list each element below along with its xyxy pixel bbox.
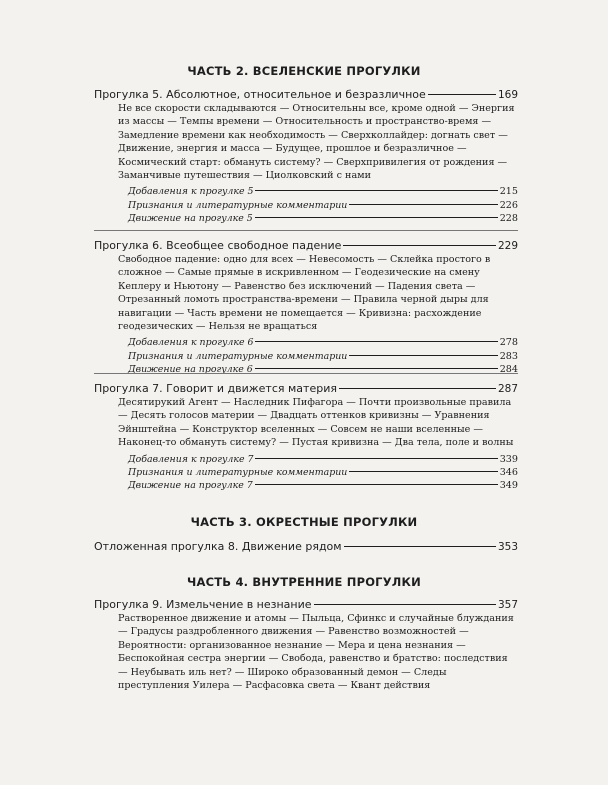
sub-entry[interactable] bbox=[128, 336, 518, 349]
toc-chapter-6[interactable] bbox=[94, 239, 518, 376]
chapter-topics: Свободное падение: одно для всех — Невесомость — Склейка простого в сложное — Самые прямые в искривленном — Геодезические на смену Кеплеру и Ньютону — Равенство без исключений — Падения света — Отрезанный ломоть пространства-времени — Правила черной дыры для навигации — Часть времени не помещается — Кривизна: расхождение геодезических — Нельзя не вращаться bbox=[118, 254, 491, 333]
chapter-title: Отложенная прогулка 8. Движение рядом bbox=[94, 540, 342, 553]
leader-dots bbox=[428, 94, 496, 95]
leader-dots bbox=[255, 458, 497, 459]
toc-chapter-7[interactable] bbox=[94, 382, 518, 492]
chapter-topics: Десятирукий Агент — Наследник Пифагора — Почти произвольные правила — Десять голосов материи — Двадцать оттенков кривизны — Уравнения Эйнштейна — Конструктор вселенных — Совсем не наши вселенные — Наконец-то обмануть систему? — Пустая кривизна — Два тела, поле и волны bbox=[118, 397, 514, 449]
leader-dots bbox=[255, 217, 498, 218]
part-2-title: ЧАСТЬ 2. ВСЕЛЕНСКИЕ ПРОГУЛКИ bbox=[187, 64, 421, 78]
chapter-heading bbox=[94, 540, 518, 554]
leader-dots bbox=[314, 604, 496, 605]
leader-dots bbox=[349, 355, 497, 356]
sub-entry[interactable] bbox=[128, 350, 518, 363]
sub-entry-label: Признания и литературные комментарии bbox=[128, 466, 348, 478]
page-number: 287 bbox=[497, 383, 518, 395]
toc-chapter-8[interactable] bbox=[94, 540, 518, 554]
sub-entry-label: Признания и литературные комментарии bbox=[128, 350, 348, 362]
page-number: 357 bbox=[497, 599, 518, 611]
page-number: 169 bbox=[497, 89, 518, 101]
sub-entry-label: Добавления к прогулке 5 bbox=[128, 186, 254, 198]
page-number: 346 bbox=[499, 466, 518, 478]
sub-entry-label: Добавления к прогулке 7 bbox=[128, 453, 254, 465]
sub-entry[interactable] bbox=[128, 199, 518, 212]
leader-dots bbox=[343, 245, 496, 246]
leader-dots bbox=[349, 204, 497, 205]
sub-entry-label: Движение на прогулке 6 bbox=[128, 363, 253, 375]
sub-entry[interactable] bbox=[128, 479, 518, 492]
page-number: 339 bbox=[499, 453, 518, 465]
chapter-heading bbox=[94, 382, 518, 396]
sub-entry[interactable] bbox=[128, 453, 518, 466]
leader-dots bbox=[349, 471, 497, 472]
part-3-title: ЧАСТЬ 3. ОКРЕСТНЫЕ ПРОГУЛКИ bbox=[190, 515, 418, 529]
divider bbox=[94, 230, 518, 231]
chapter-heading bbox=[94, 88, 518, 102]
sub-entry-label: Признания и литературные комментарии bbox=[128, 199, 348, 211]
sub-entry-label: Движение на прогулке 5 bbox=[128, 212, 253, 224]
sub-entry[interactable] bbox=[128, 363, 518, 376]
toc-chapter-9[interactable] bbox=[94, 598, 518, 695]
divider bbox=[94, 373, 518, 374]
leader-dots bbox=[255, 190, 497, 191]
leader-dots bbox=[344, 546, 496, 547]
page-number: 228 bbox=[499, 212, 518, 224]
page-number: 284 bbox=[499, 363, 518, 375]
chapter-title: Прогулка 6. Всеобщее свободное падение bbox=[94, 239, 342, 252]
leader-dots bbox=[255, 368, 498, 369]
page-number: 226 bbox=[499, 199, 518, 211]
leader-dots bbox=[339, 388, 496, 389]
chapter-topics: Растворенное движение и атомы — Пыльца, Сфинкс и случайные блуждания — Градусы раздробленного движения — Равенство возможностей — Вероятности: организованное незнание — Мера и цена незнания — Беспокойная сестра энергии — Свобода, равенство и братство: последствия — Неубывать иль нет? — Широко образованный демон — Следы преступления Уилера — Расфасовка света — Квант действия bbox=[118, 613, 514, 692]
chapter-title: Прогулка 9. Измельчение в незнание bbox=[94, 598, 312, 611]
chapter-title: Прогулка 5. Абсолютное, относительное и безразличное bbox=[94, 88, 426, 101]
page-number: 215 bbox=[499, 186, 518, 198]
leader-dots bbox=[255, 484, 498, 485]
page-number: 229 bbox=[497, 240, 518, 252]
chapter-title: Прогулка 7. Говорит и движется материя bbox=[94, 382, 337, 395]
part-4-title: ЧАСТЬ 4. ВНУТРЕННИЕ ПРОГУЛКИ bbox=[187, 575, 421, 589]
sub-entry-label: Добавления к прогулке 6 bbox=[128, 337, 254, 349]
page-number: 283 bbox=[499, 350, 518, 362]
chapter-heading bbox=[94, 598, 518, 612]
sub-entry[interactable] bbox=[128, 185, 518, 198]
page-number: 349 bbox=[499, 480, 518, 492]
sub-entry-label: Движение на прогулке 7 bbox=[128, 480, 253, 492]
page-number: 278 bbox=[499, 337, 518, 349]
sub-entry[interactable] bbox=[128, 466, 518, 479]
chapter-topics: Не все скорости складываются — Относительны все, кроме одной — Энергия из массы — Темпы времени — Относительность и пространство-время — Замедление времени как необходимость — Сверхколлайдер: догнать свет — Движение, энергия и масса — Будущее, прошлое и безразличное — Космический старт: обмануть систему? — Сверхпривилегия от рождения — Заманчивые путешествия — Циолковский с нами bbox=[118, 103, 515, 182]
toc-chapter-5[interactable] bbox=[94, 88, 518, 225]
page-number: 353 bbox=[497, 541, 518, 553]
leader-dots bbox=[255, 341, 497, 342]
chapter-heading bbox=[94, 239, 518, 253]
sub-entry[interactable] bbox=[128, 212, 518, 225]
